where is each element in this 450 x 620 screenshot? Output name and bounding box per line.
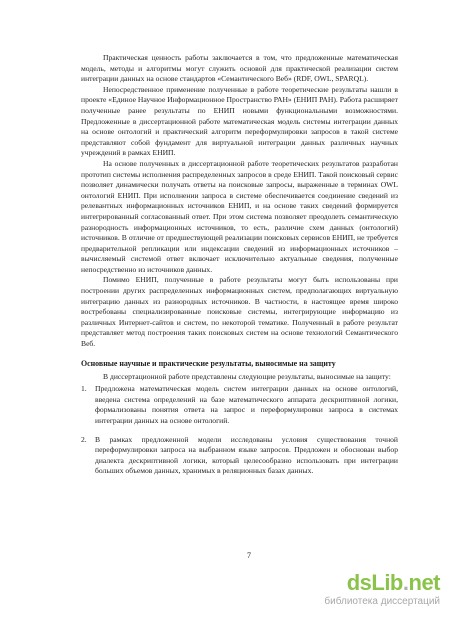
watermark-subtitle: библиотека диссертаций (324, 596, 440, 607)
list-item-text: Предложена математическая модель систем интеграции данных на основе онтологий, введена система определений на базе математического аппарата дескриптивной логики, формализованы понятия ответа на запрос и переформулировки запроса в системах интеграции данных на основе онтологий. (95, 384, 398, 425)
paragraph-other-uses: Помимо ЕНИП, полученные в работе результаты могут быть использованы при построении других распределенных информационных систем, предполагающих виртуальную интеграцию данных из разнородных источников. В частности, в настоящее время широко востребованы специализированные поисковые системы, интегрирующие информацию из различных Интернет-сайтов и систем, по некоторой тематике. Полученный в работе результат представляет метод построения таких поисковых систем на основе технологий Семантического Веб. (81, 275, 398, 349)
spacer (81, 350, 398, 358)
list-item (81, 384, 398, 426)
paragraph-prototype: На основе полученных в диссертационной работе теоретических результатов разработан прототип системы исполнения распределенных запросов в среде ЕНИП. Такой поисковый сервис позволяет динамически получать ответы на поисковые запросы, выраженные в терминах OWL онтологий ЕНИП. При исполнении запроса в системе обеспечивается соединение сведений из релевантных информационных источников ЕНИП, и на основе таких сведений формируется интегрированный согласованный ответ. При этом система позволяет преодолеть семантическую разнородность информационных источников, то есть, различие схем данных (онтологий) источников. В отличие от предшествующей реализации поисковых сервисов ЕНИП, не требуется предварительной репликации или индексации сведений из информационных источников – вычисляемый системой ответ включает исключительно актуальные сведения, полученные непосредственно из источников данных. (81, 158, 398, 274)
paragraph-practical-value: Практическая ценность работы заключается в том, что предложенные математическая модель, методы и алгоритмы могут служить основой для практической реализации систем интеграции данных на основе стандартов «Семантического Веб» (RDF, OWL, SPARQL). (81, 53, 398, 84)
results-list (81, 384, 398, 477)
list-item (81, 435, 398, 477)
list-item-number: 2. (81, 434, 87, 444)
list-item-number: 1. (81, 384, 87, 394)
page-number: 7 (247, 551, 251, 560)
watermark-logo: dsLib.net (346, 570, 440, 595)
section-intro: В диссертационной работе представлены следующие результаты, выносимые на защиту: (103, 371, 391, 381)
watermark (324, 572, 440, 607)
list-item-text: В рамках предложенной модели исследованы условия существования точной переформулировки запроса на выбранном языке запросов. Предложен и обоснован выбор диалекта дескриптивной логики, который целесообразно использовать при интеграции больших объемов данных, хранимых в реляционных базах данных. (95, 434, 398, 476)
paragraph-direct-application: Непосредственное применение полученные в работе теоретические результаты нашли в проекте «Единое Научное Информационное Пространство РАН» (ЕНИП РАН). Работа расширяет полученные ранее результаты по ЕНИП новыми функциональными возможностями. Предложенные в диссертационной работе математическая модель системы интеграции данных на основе онтологий и практический алгоритм переформулировки запросов в такой системе представляют собой фундамент для виртуальной интеграции данных различных научных учреждений в рамках ЕНИП. (81, 84, 398, 158)
section-heading: Основные научные и практические результаты, выносимые на защиту (81, 358, 336, 368)
